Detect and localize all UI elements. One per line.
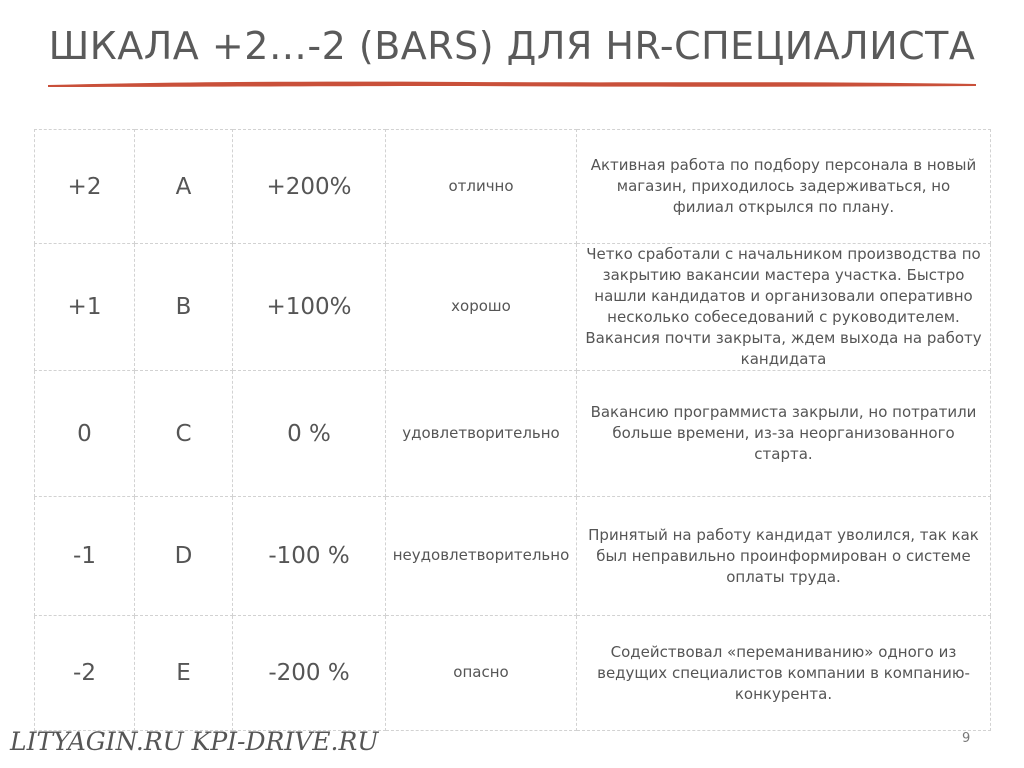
rating-cell: хорошо — [386, 244, 577, 371]
letter-cell: B — [135, 244, 233, 371]
title-underline — [48, 78, 976, 90]
slide-title: ШКАЛА +2…-2 (BARS) ДЛЯ HR-СПЕЦИАЛИСТА — [48, 24, 976, 68]
letter-cell: D — [135, 497, 233, 616]
rating-cell: удовлетворительно — [386, 371, 577, 497]
table-row — [35, 244, 991, 371]
score-cell: -1 — [35, 497, 135, 616]
letter-cell: A — [135, 130, 233, 244]
percent-cell: 0 % — [233, 371, 386, 497]
bars-scale-table — [34, 129, 991, 731]
table-row — [35, 371, 991, 497]
percent-cell: +200% — [233, 130, 386, 244]
description-cell: Содействовал «переманиванию» одного из ведущих специалистов компании в компанию-конкурента. — [577, 616, 991, 731]
page-number: 9 — [962, 731, 971, 746]
percent-cell: -200 % — [233, 616, 386, 731]
score-cell: +2 — [35, 130, 135, 244]
description-cell: Вакансию программиста закрыли, но потратили больше времени, из-за неорганизованного старта. — [577, 371, 991, 497]
underline-stroke — [48, 82, 976, 87]
table-row — [35, 130, 991, 244]
percent-cell: -100 % — [233, 497, 386, 616]
description-cell: Четко сработали с начальником производства по закрытию вакансии мастера участка. Быстро нашли кандидатов и организовали оперативно несколько собеседований с руководителем. Вакансия почти закрыта, ждем выхода на работу кандидата — [577, 244, 991, 371]
footer-websites: LITYAGIN.RU KPI-DRIVE.RU — [10, 727, 379, 756]
table-row — [35, 497, 991, 616]
score-cell: -2 — [35, 616, 135, 731]
rating-cell: отлично — [386, 130, 577, 244]
rating-cell: опасно — [386, 616, 577, 731]
score-cell: +1 — [35, 244, 135, 371]
score-cell: 0 — [35, 371, 135, 497]
description-cell: Активная работа по подбору персонала в новый магазин, приходилось задерживаться, но филиал открылся по плану. — [577, 130, 991, 244]
rating-cell: неудовлетворительно — [386, 497, 577, 616]
letter-cell: E — [135, 616, 233, 731]
table-row — [35, 616, 991, 731]
description-cell: Принятый на работу кандидат уволился, так как был неправильно проинформирован о системе оплаты труда. — [577, 497, 991, 616]
percent-cell: +100% — [233, 244, 386, 371]
letter-cell: C — [135, 371, 233, 497]
